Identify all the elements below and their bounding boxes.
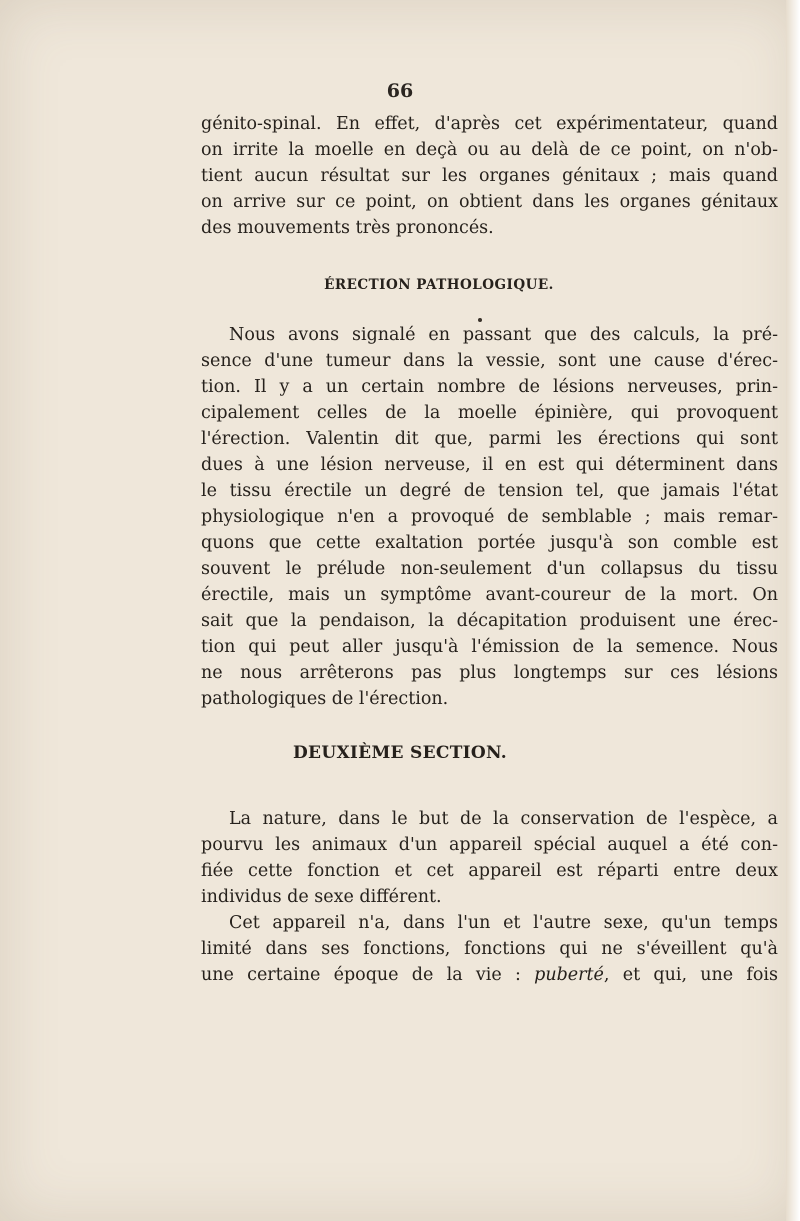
text-line: Nous avons signalé en passant que des calculs, la pré- <box>229 325 778 345</box>
text-line: physiologique n'en a provoqué de semblable ; mais remar- <box>201 507 778 527</box>
text-segment: , et qui, une fois <box>603 965 778 985</box>
text-line: dues à une lésion nerveuse, il en est qui déterminent dans <box>201 455 778 475</box>
text-line: quons que cette exaltation portée jusqu'à son comble est <box>201 533 778 553</box>
text-line: limité dans ses fonctions, fonctions qui ne s'éveillent qu'à <box>201 939 778 959</box>
text-line-with-italic <box>201 962 778 988</box>
text-line: le tissu érectile un degré de tension tel, que jamais l'état <box>201 481 778 501</box>
text-line: l'érection. Valentin dit que, parmi les érections qui sont <box>201 429 778 449</box>
text-line: ne nous arrêterons pas plus longtemps sur ces lésions <box>201 663 778 683</box>
text-segment: une certaine époque de la vie : <box>201 965 535 985</box>
text-line: La nature, dans le but de la conservation de l'espèce, a <box>229 809 778 829</box>
text-line: sait que la pendaison, la décapitation produisent une érec- <box>201 611 778 631</box>
text-line: tient aucun résultat sur les organes génitaux ; mais quand <box>201 166 778 186</box>
page-number: 66 <box>386 80 414 102</box>
text-line: Cet appareil n'a, dans l'un et l'autre sexe, qu'un temps <box>229 913 778 933</box>
italic-term: puberté <box>534 965 604 985</box>
text-line: fiée cette fonction et cet appareil est réparti entre deux <box>201 861 778 881</box>
page-edge <box>786 0 800 1221</box>
text-line: pourvu les animaux d'un appareil spécial auquel a été con- <box>201 835 778 855</box>
text-line: tion. Il y a un certain nombre de lésions nerveuses, prin- <box>201 377 778 397</box>
text-line: sence d'une tumeur dans la vessie, sont une cause d'érec- <box>201 351 778 371</box>
section-heading-small: ÉRECTION PATHOLOGIQUE. <box>324 277 554 293</box>
text-line: individus de sexe différent. <box>201 887 442 907</box>
text-line: génito-spinal. En effet, d'après cet expérimentateur, quand <box>201 114 778 134</box>
text-line: on irrite la moelle en deçà ou au delà de ce point, on n'ob- <box>201 140 778 160</box>
text-line: on arrive sur ce point, on obtient dans les organes génitaux <box>201 192 778 212</box>
text-line: des mouvements très prononcés. <box>201 218 494 238</box>
text-line: cipalement celles de la moelle épinière, qui provoquent <box>201 403 778 423</box>
text-line: pathologiques de l'érection. <box>201 689 449 709</box>
section-heading-large: DEUXIÈME SECTION. <box>293 743 507 763</box>
text-line: souvent le prélude non-seulement d'un collapsus du tissu <box>201 559 778 579</box>
text-line: érectile, mais un symptôme avant-coureur de la mort. On <box>201 585 778 605</box>
text-line: tion qui peut aller jusqu'à l'émission de la semence. Nous <box>201 637 778 657</box>
